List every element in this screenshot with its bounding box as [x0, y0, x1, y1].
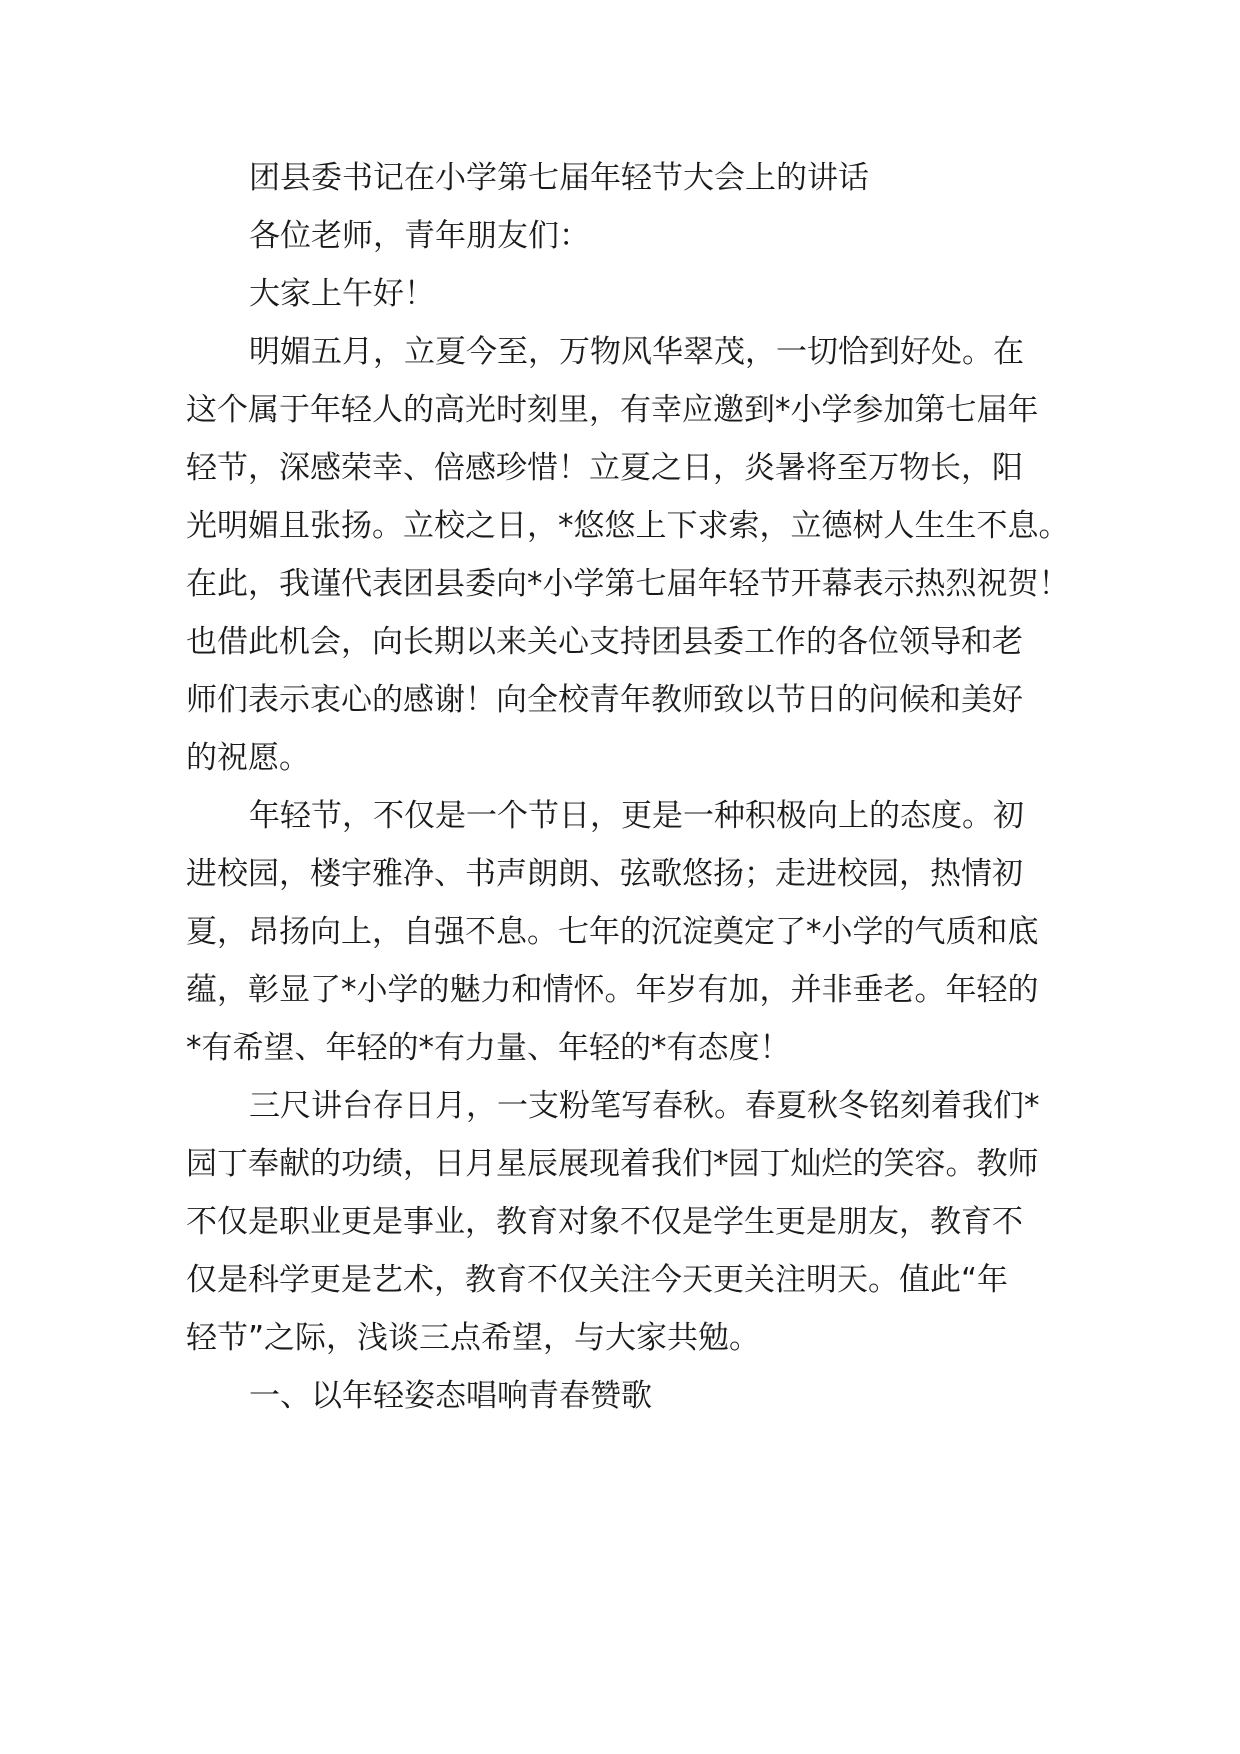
paragraph-3-line: 三尺讲台存日月，一支粉笔写春秋。春夏秋冬铭刻着我们* [249, 1088, 1040, 1124]
paragraph-3-line: 园丁奉献的功绩，日月星辰展现着我们*园丁灿烂的笑容。教师 [186, 1146, 1039, 1182]
section-heading: 一、以年轻姿态唱响青春赞歌 [249, 1378, 652, 1414]
paragraph-3-line: 不仅是职业更是事业，教育对象不仅是学生更是朋友，教育不 [186, 1204, 1023, 1240]
paragraph-1-line: 师们表示衷心的感谢！向全校青年教师致以节日的问候和美好 [186, 682, 1023, 718]
paragraph-1-line: 光明媚且张扬。立校之日，*悠悠上下求索，立德树人生生不息。 [186, 508, 1070, 544]
paragraph-1-line: 轻节，深感荣幸、倍感珍惜！立夏之日，炎暑将至万物长，阳 [186, 450, 1023, 486]
paragraph-2-line: 蕴，彰显了*小学的魅力和情怀。年岁有加，并非垂老。年轻的 [186, 972, 1039, 1008]
paragraph-2-line: 年轻节，不仅是一个节日，更是一种积极向上的态度。初 [249, 798, 1024, 834]
paragraph-2-line: *有希望、年轻的*有力量、年轻的*有态度！ [186, 1030, 791, 1066]
paragraph-1-line: 的祝愿。 [186, 740, 310, 776]
paragraph-2-line: 夏，昂扬向上，自强不息。七年的沉淀奠定了*小学的气质和底 [186, 914, 1039, 950]
paragraph-2-line: 进校园，楼宇雅净、书声朗朗、弦歌悠扬；走进校园，热情初 [186, 856, 1023, 892]
paragraph-1-line: 也借此机会，向长期以来关心支持团县委工作的各位领导和老 [186, 624, 1023, 660]
paragraph-1-line: 在此，我谨代表团县委向*小学第七届年轻节开幕表示热烈祝贺！ [186, 566, 1070, 602]
paragraph-3-line: 轻节”之际，浅谈三点希望，与大家共勉。 [186, 1320, 761, 1356]
greeting: 大家上午好！ [249, 276, 435, 312]
paragraph-3-line: 仅是科学更是艺术，教育不仅关注今天更关注明天。值此“年 [186, 1262, 1009, 1298]
paragraph-1-line: 这个属于年轻人的高光时刻里，有幸应邀到*小学参加第七届年 [186, 392, 1039, 428]
paragraph-1-line: 明媚五月，立夏今至，万物风华翠茂，一切恰到好处。在 [249, 334, 1024, 370]
salutation: 各位老师，青年朋友们： [249, 218, 590, 254]
document-title: 团县委书记在小学第七届年轻节大会上的讲话 [249, 160, 869, 196]
